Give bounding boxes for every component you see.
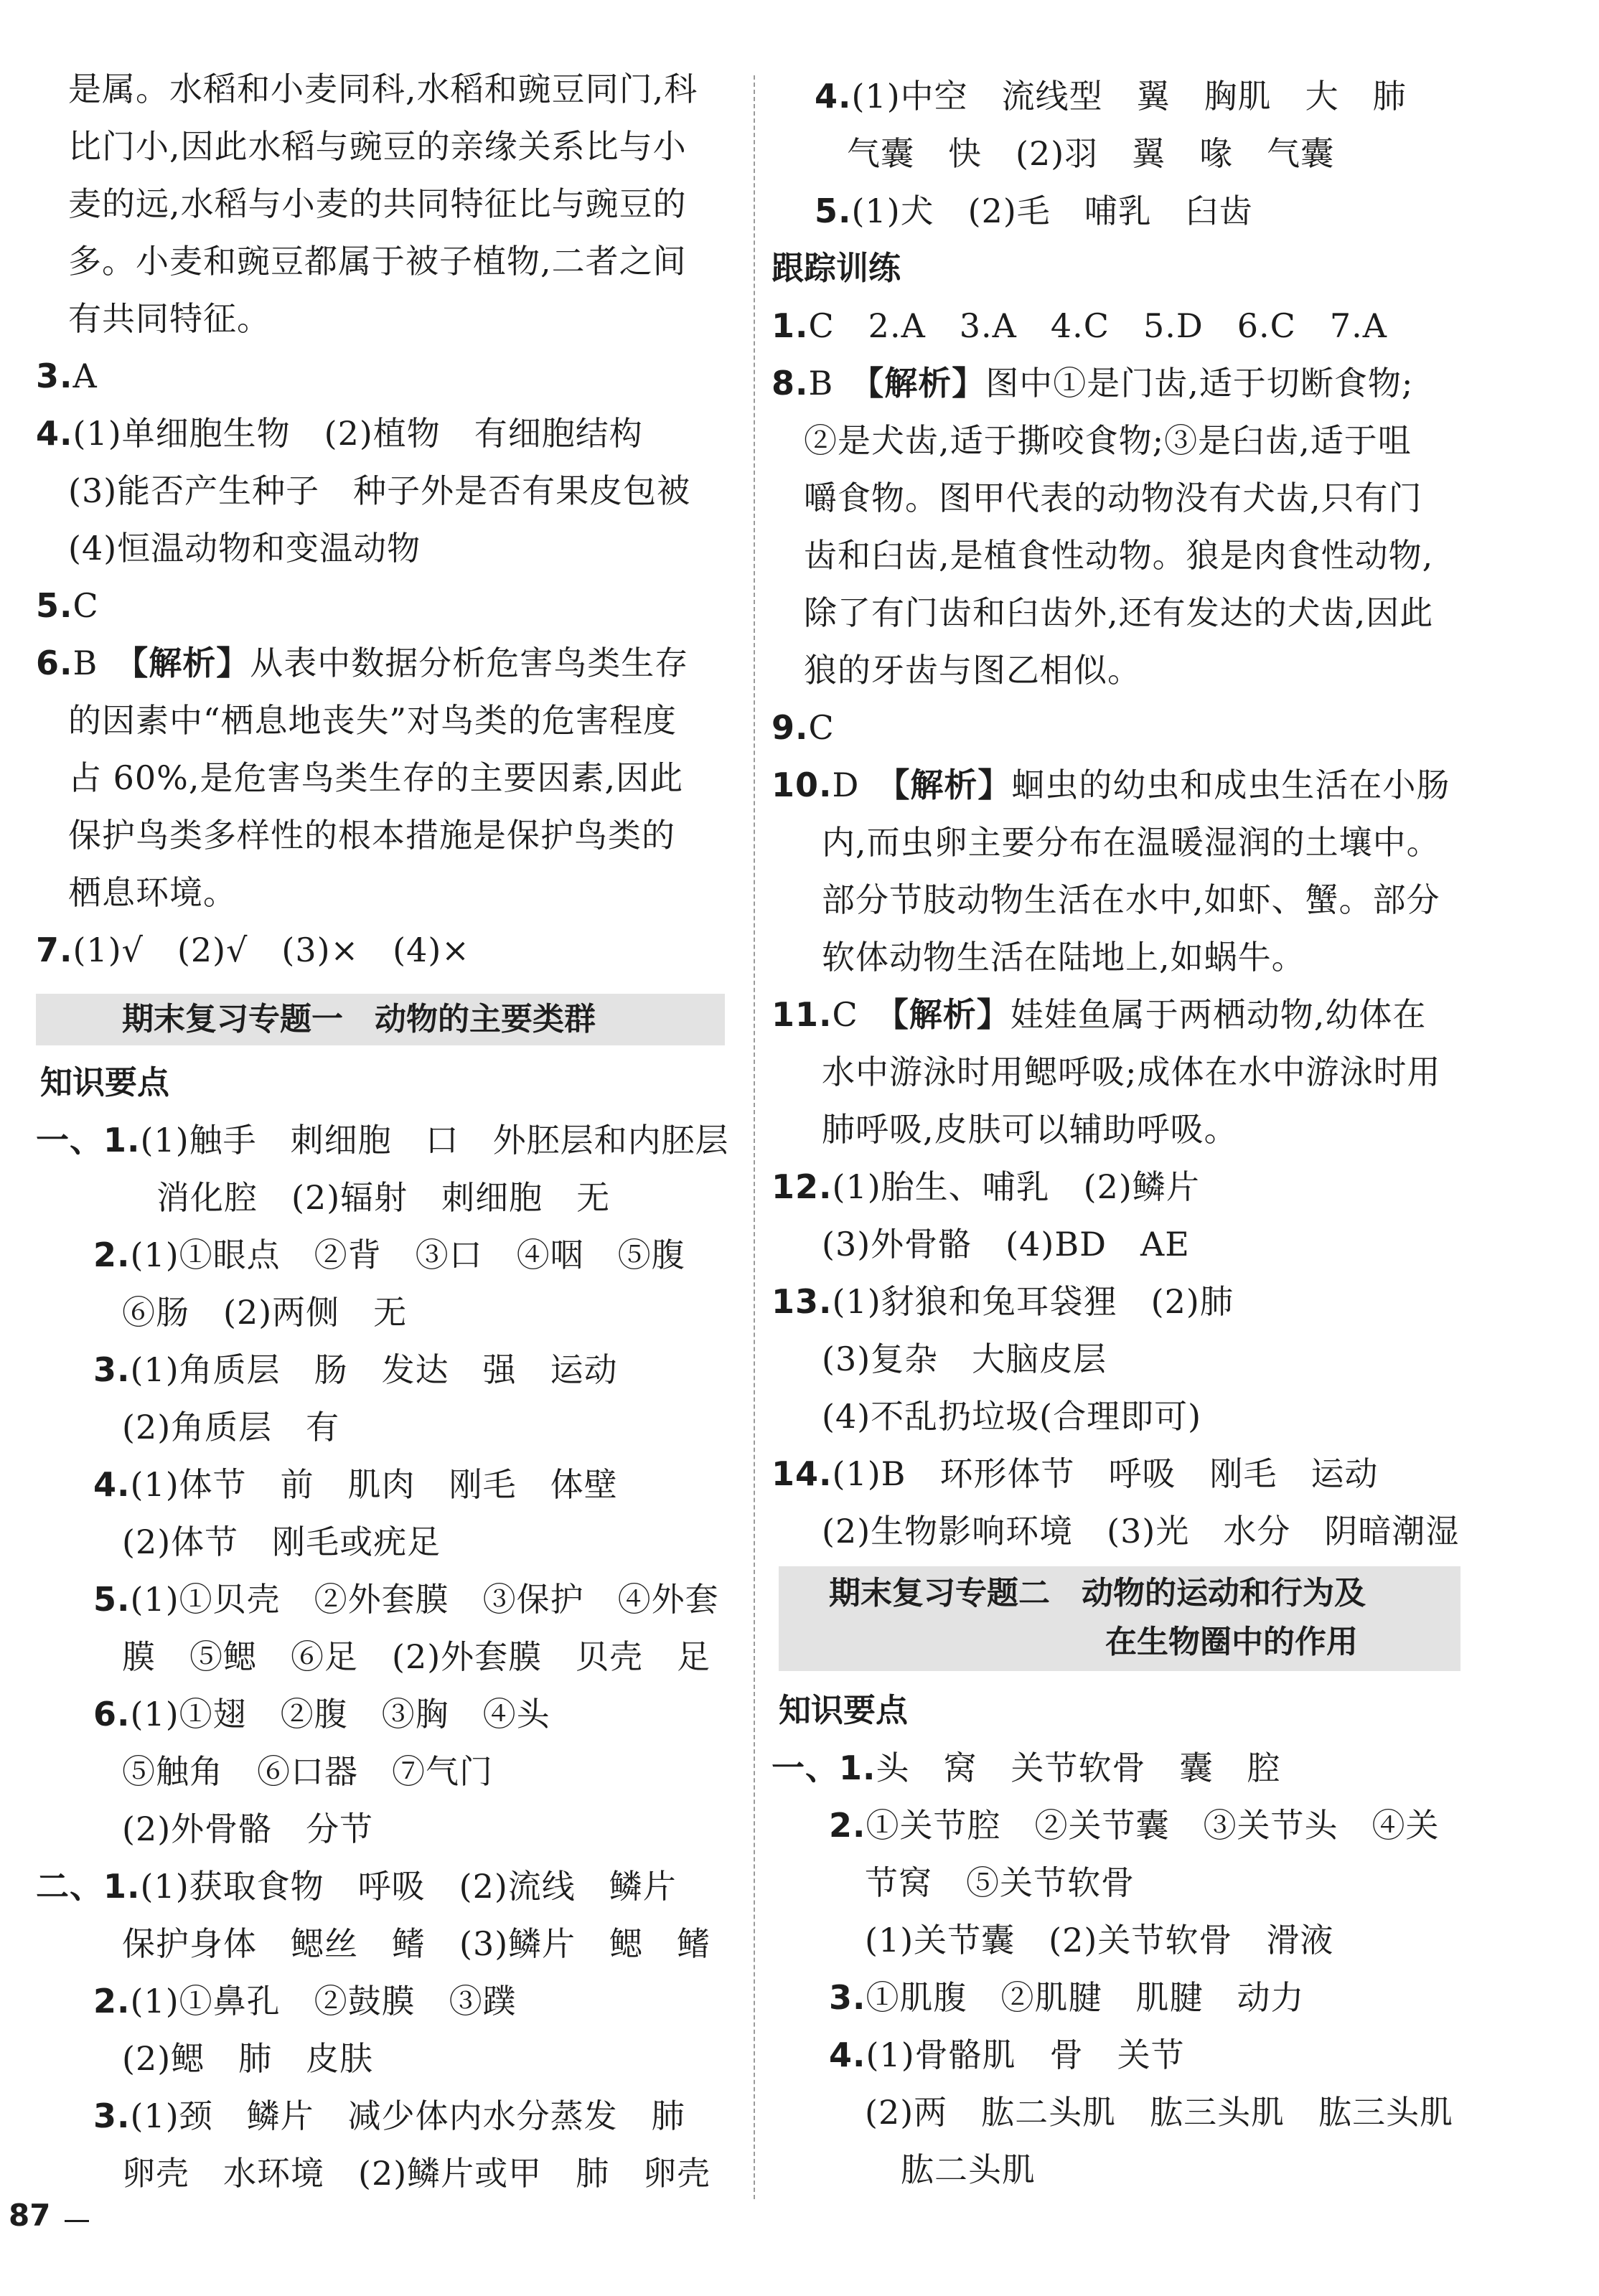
text-line: (2)体节 刚毛或疣足 — [122, 1523, 441, 1561]
text-line: 3.(1)角质层 肠 发达 强 运动 — [93, 1350, 618, 1389]
text-line: 保护鸟类多样性的根本措施是保护鸟类的 — [68, 816, 675, 855]
text-line: 肱二头肌 — [901, 2150, 1036, 2189]
text-line: 2.(1)①眼点 ②背 ③口 ④咽 ⑤腹 — [93, 1236, 685, 1274]
text-line: 占 60%,是危害鸟类生存的主要因素,因此 — [68, 758, 684, 797]
text-line: 肺呼吸,皮肤可以辅助呼吸。 — [822, 1110, 1238, 1149]
text-line: 2.①关节腔 ②关节囊 ③关节头 ④关 — [829, 1806, 1440, 1845]
text-line: 4.(1)骨骼肌 骨 关节 — [829, 2036, 1185, 2074]
answer-4: 4.(1)单细胞生物 (2)植物 有细胞结构 — [36, 414, 643, 453]
text-line: 2.(1)①鼻孔 ②鼓膜 ③蹼 — [93, 1982, 517, 2020]
text-line: 嚼食物。图甲代表的动物没有犬齿,只有门 — [804, 479, 1422, 517]
answer-8: 8.B 【解析】图中①是门齿,适于切断食物; — [772, 364, 1414, 403]
answer-9: 9.C — [772, 708, 835, 747]
section-heading: 知识要点 — [779, 1691, 909, 1729]
text-line: 5.(1)犬 (2)毛 哺乳 臼齿 — [815, 192, 1253, 230]
section-title-line2: 在生物圈中的作用 — [1105, 1624, 1358, 1660]
answer-13: 13.(1)豺狼和兔耳袋狸 (2)肺 — [772, 1282, 1234, 1321]
text-line: 3.(1)颈 鳞片 减少体内水分蒸发 肺 — [93, 2097, 685, 2135]
text-line: ②是犬齿,适于撕咬食物;③是臼齿,适于咀 — [804, 421, 1412, 460]
text-line: 保护身体 鳃丝 鳍 (3)鳞片 鳃 鳍 — [122, 1924, 711, 1963]
answer-7: 7.(1)√ (2)√ (3)× (4)× — [36, 931, 470, 969]
answer-6: 6.B 【解析】从表中数据分析危害鸟类生存 — [36, 644, 689, 682]
text-line: 4.(1)中空 流线型 翼 胸肌 大 肺 — [815, 77, 1407, 116]
text-line: 一、1.头 窝 关节软骨 囊 腔 — [772, 1749, 1281, 1787]
text-line: 麦的远,水稻与小麦的共同特征比与豌豆的 — [68, 184, 687, 223]
text-line: 二、1.(1)获取食物 呼吸 (2)流线 鳞片 — [36, 1867, 677, 1906]
text-line: 软体动物生活在陆地上,如蜗牛。 — [822, 938, 1305, 977]
text-line: 狼的牙齿与图乙相似。 — [804, 651, 1141, 690]
text-line: 是属。水稻和小麦同科,水稻和豌豆同门,科 — [68, 70, 698, 108]
answer-3: 3.A — [36, 357, 98, 395]
column-divider — [754, 75, 755, 2199]
answer-10: 10.D 【解析】蛔虫的幼虫和成虫生活在小肠 — [772, 766, 1450, 804]
text-line: (3)能否产生种子 种子外是否有果皮包被 — [68, 471, 691, 510]
text-line: 有共同特征。 — [68, 299, 271, 338]
text-line: 4.(1)体节 前 肌肉 刚毛 体壁 — [93, 1465, 618, 1504]
page-number: 87 — [9, 2198, 51, 2233]
text-line: (2)生物影响环境 (3)光 水分 阴暗潮湿 — [822, 1512, 1460, 1551]
answer-5: 5.C — [36, 586, 99, 625]
text-line: ⑥肠 (2)两侧 无 — [122, 1293, 408, 1332]
text-line: 气囊 快 (2)羽 翼 喙 气囊 — [847, 134, 1335, 173]
text-line: (2)两 肱二头肌 肱三头肌 肱三头肌 — [865, 2093, 1454, 2132]
text-line: (4)不乱扔垃圾(合理即可) — [822, 1397, 1202, 1436]
text-line: 比门小,因此水稻与豌豆的亲缘关系比与小 — [68, 127, 687, 166]
text-line: 的因素中“栖息地丧失”对鸟类的危害程度 — [68, 701, 677, 740]
answer-11: 11.C 【解析】娃娃鱼属于两栖动物,幼体在 — [772, 995, 1427, 1034]
text-line: 一、1.(1)触手 刺细胞 口 外胚层和内胚层 — [36, 1121, 729, 1159]
text-line: (1)关节囊 (2)关节软骨 滑液 — [865, 1921, 1334, 1959]
text-line: 多。小麦和豌豆都属于被子植物,二者之间 — [68, 242, 687, 281]
text-line: 5.(1)①贝壳 ②外套膜 ③保护 ④外套 — [93, 1580, 719, 1619]
section-title: 期末复习专题一 动物的主要类群 — [122, 1001, 596, 1038]
text-line: (2)外骨骼 分节 — [122, 1810, 374, 1848]
text-line: 齿和臼齿,是植食性动物。狼是肉食性动物, — [804, 536, 1434, 575]
text-line: 膜 ⑤鳃 ⑥足 (2)外套膜 贝壳 足 — [122, 1637, 711, 1676]
text-line: 3.①肌腹 ②肌腱 肌腱 动力 — [829, 1978, 1305, 2017]
text-line: 消化腔 (2)辐射 刺细胞 无 — [156, 1178, 611, 1217]
section-title: 期末复习专题二 动物的运动和行为及 — [829, 1575, 1366, 1612]
text-line: 除了有门齿和臼齿外,还有发达的犬齿,因此 — [804, 593, 1434, 632]
section-heading: 跟踪训练 — [772, 249, 901, 287]
text-line: 栖息环境。 — [68, 873, 237, 912]
text-line: (2)角质层 有 — [122, 1408, 340, 1446]
section-heading: 知识要点 — [40, 1063, 170, 1101]
text-line: 卵壳 水环境 (2)鳞片或甲 肺 卵壳 — [122, 2154, 711, 2193]
choice-answers: 1.C 2.A 3.A 4.C 5.D 6.C 7.A — [772, 306, 1387, 345]
text-line: 内,而虫卵主要分布在温暖湿润的土壤中。 — [822, 823, 1440, 862]
text-line: (3)复杂 大脑皮层 — [822, 1340, 1107, 1378]
text-line: 6.(1)①翅 ②腹 ③胸 ④头 — [93, 1695, 550, 1733]
text-line: ⑤触角 ⑥口器 ⑦气门 — [122, 1752, 493, 1791]
text-line: 水中游泳时用鳃呼吸;成体在水中游泳时用 — [822, 1053, 1441, 1091]
text-line: (4)恒温动物和变温动物 — [68, 529, 421, 568]
text-line: 节窝 ⑤关节软骨 — [865, 1863, 1135, 1902]
answer-14: 14.(1)B 环形体节 呼吸 刚毛 运动 — [772, 1454, 1379, 1493]
text-line: 部分节肢动物生活在水中,如虾、蟹。部分 — [822, 880, 1440, 919]
text-line: (2)鳃 肺 皮肤 — [122, 2039, 374, 2078]
page-number-dash — [65, 2220, 89, 2222]
answer-12: 12.(1)胎生、哺乳 (2)鳞片 — [772, 1167, 1200, 1206]
text-line: (3)外骨骼 (4)BD AE — [822, 1225, 1190, 1264]
